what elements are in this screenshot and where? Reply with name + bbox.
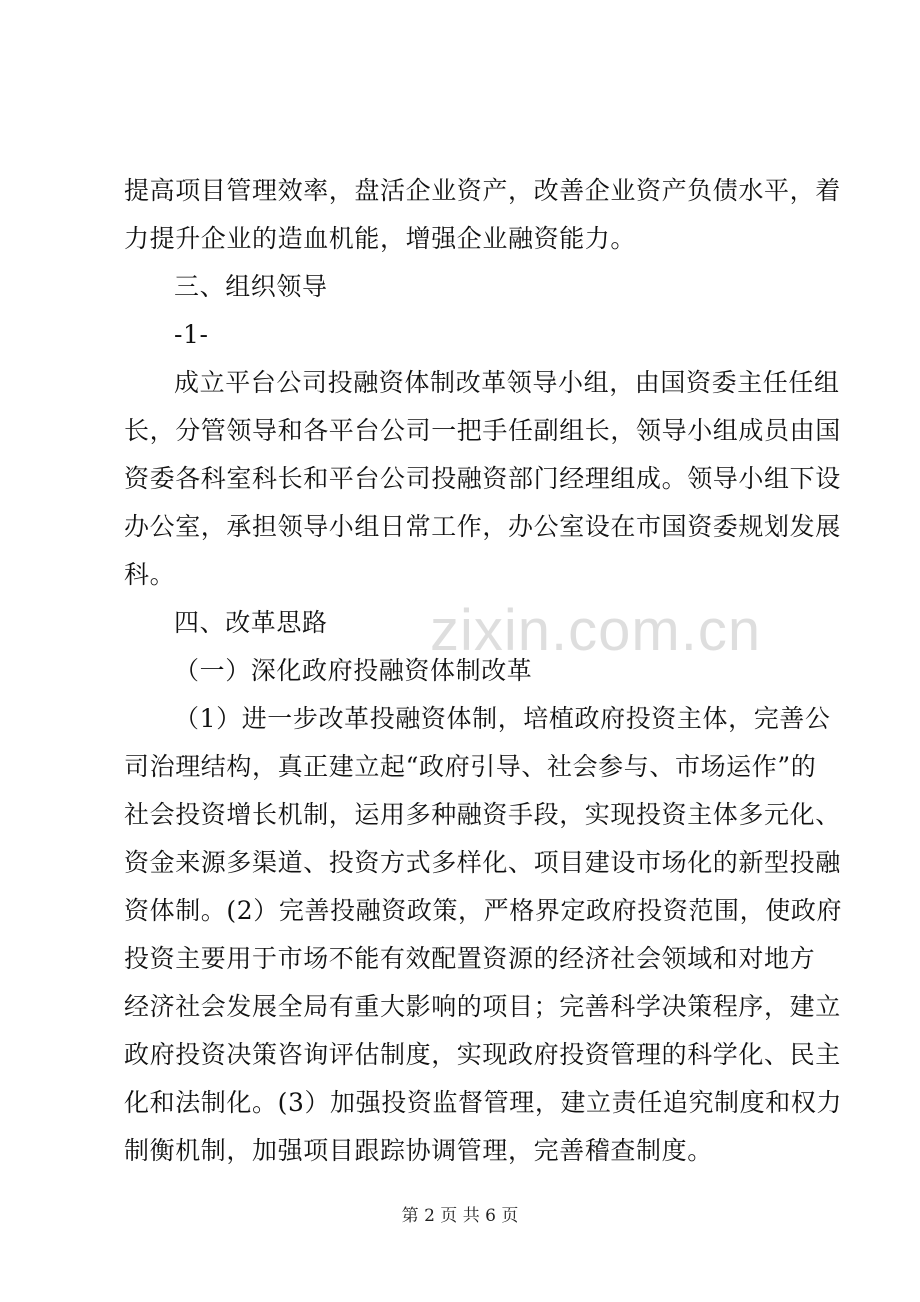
body-line: 长，分管领导和各平台公司一把手任副组长，领导小组成员由国 bbox=[124, 416, 841, 445]
body-line: 化和法制化。(3）加强投资监督管理，建立责任追究制度和权力 bbox=[124, 1088, 843, 1117]
body-line: 经济社会发展全局有重大影响的项目；完善科学决策程序，建立 bbox=[124, 992, 841, 1021]
body-line: 提高项目管理效率，盘活企业资产，改善企业资产负债水平，着 bbox=[124, 176, 841, 205]
body-line: （1）进一步改革投融资体制，培植政府投资主体，完善公 bbox=[174, 704, 831, 733]
body-line: 司治理结构，真正建立起“政府引导、社会参与、市场运作”的 bbox=[124, 752, 817, 781]
body-line: 资金来源多渠道、投资方式多样化、项目建设市场化的新型投融 bbox=[124, 848, 841, 877]
body-line: 科。 bbox=[124, 560, 176, 589]
page-footer: 第 2 页 共 6 页 bbox=[401, 1206, 519, 1226]
section-heading-organization: 三、组织领导 bbox=[174, 272, 328, 301]
inline-page-marker: -1- bbox=[174, 320, 209, 349]
body-line: 资委各科室科长和平台公司投融资部门经理组成。领导小组下设 bbox=[124, 464, 841, 493]
body-line: 社会投资增长机制，运用多种融资手段，实现投资主体多元化、 bbox=[124, 800, 841, 829]
watermark: zixin.com.cn bbox=[430, 598, 762, 663]
body-line: 政府投资决策咨询评估制度，实现政府投资管理的科学化、民主 bbox=[124, 1040, 841, 1069]
body-line: 办公室，承担领导小组日常工作，办公室设在市国资委规划发展 bbox=[124, 512, 841, 541]
body-line: 制衡机制，加强项目跟踪协调管理，完善稽查制度。 bbox=[124, 1136, 713, 1165]
subsection-heading: （一）深化政府投融资体制改革 bbox=[174, 656, 533, 685]
body-line: 力提升企业的造血机能，增强企业融资能力。 bbox=[124, 224, 637, 253]
body-line: 资体制。(2）完善投融资政策，严格界定政府投资范围，使政府 bbox=[124, 896, 843, 925]
section-heading-reform-ideas: 四、改革思路 bbox=[174, 608, 328, 637]
body-line: 成立平台公司投融资体制改革领导小组，由国资委主任任组 bbox=[174, 368, 840, 397]
body-line: 投资主要用于市场不能有效配置资源的经济社会领域和对地方 bbox=[124, 944, 816, 973]
